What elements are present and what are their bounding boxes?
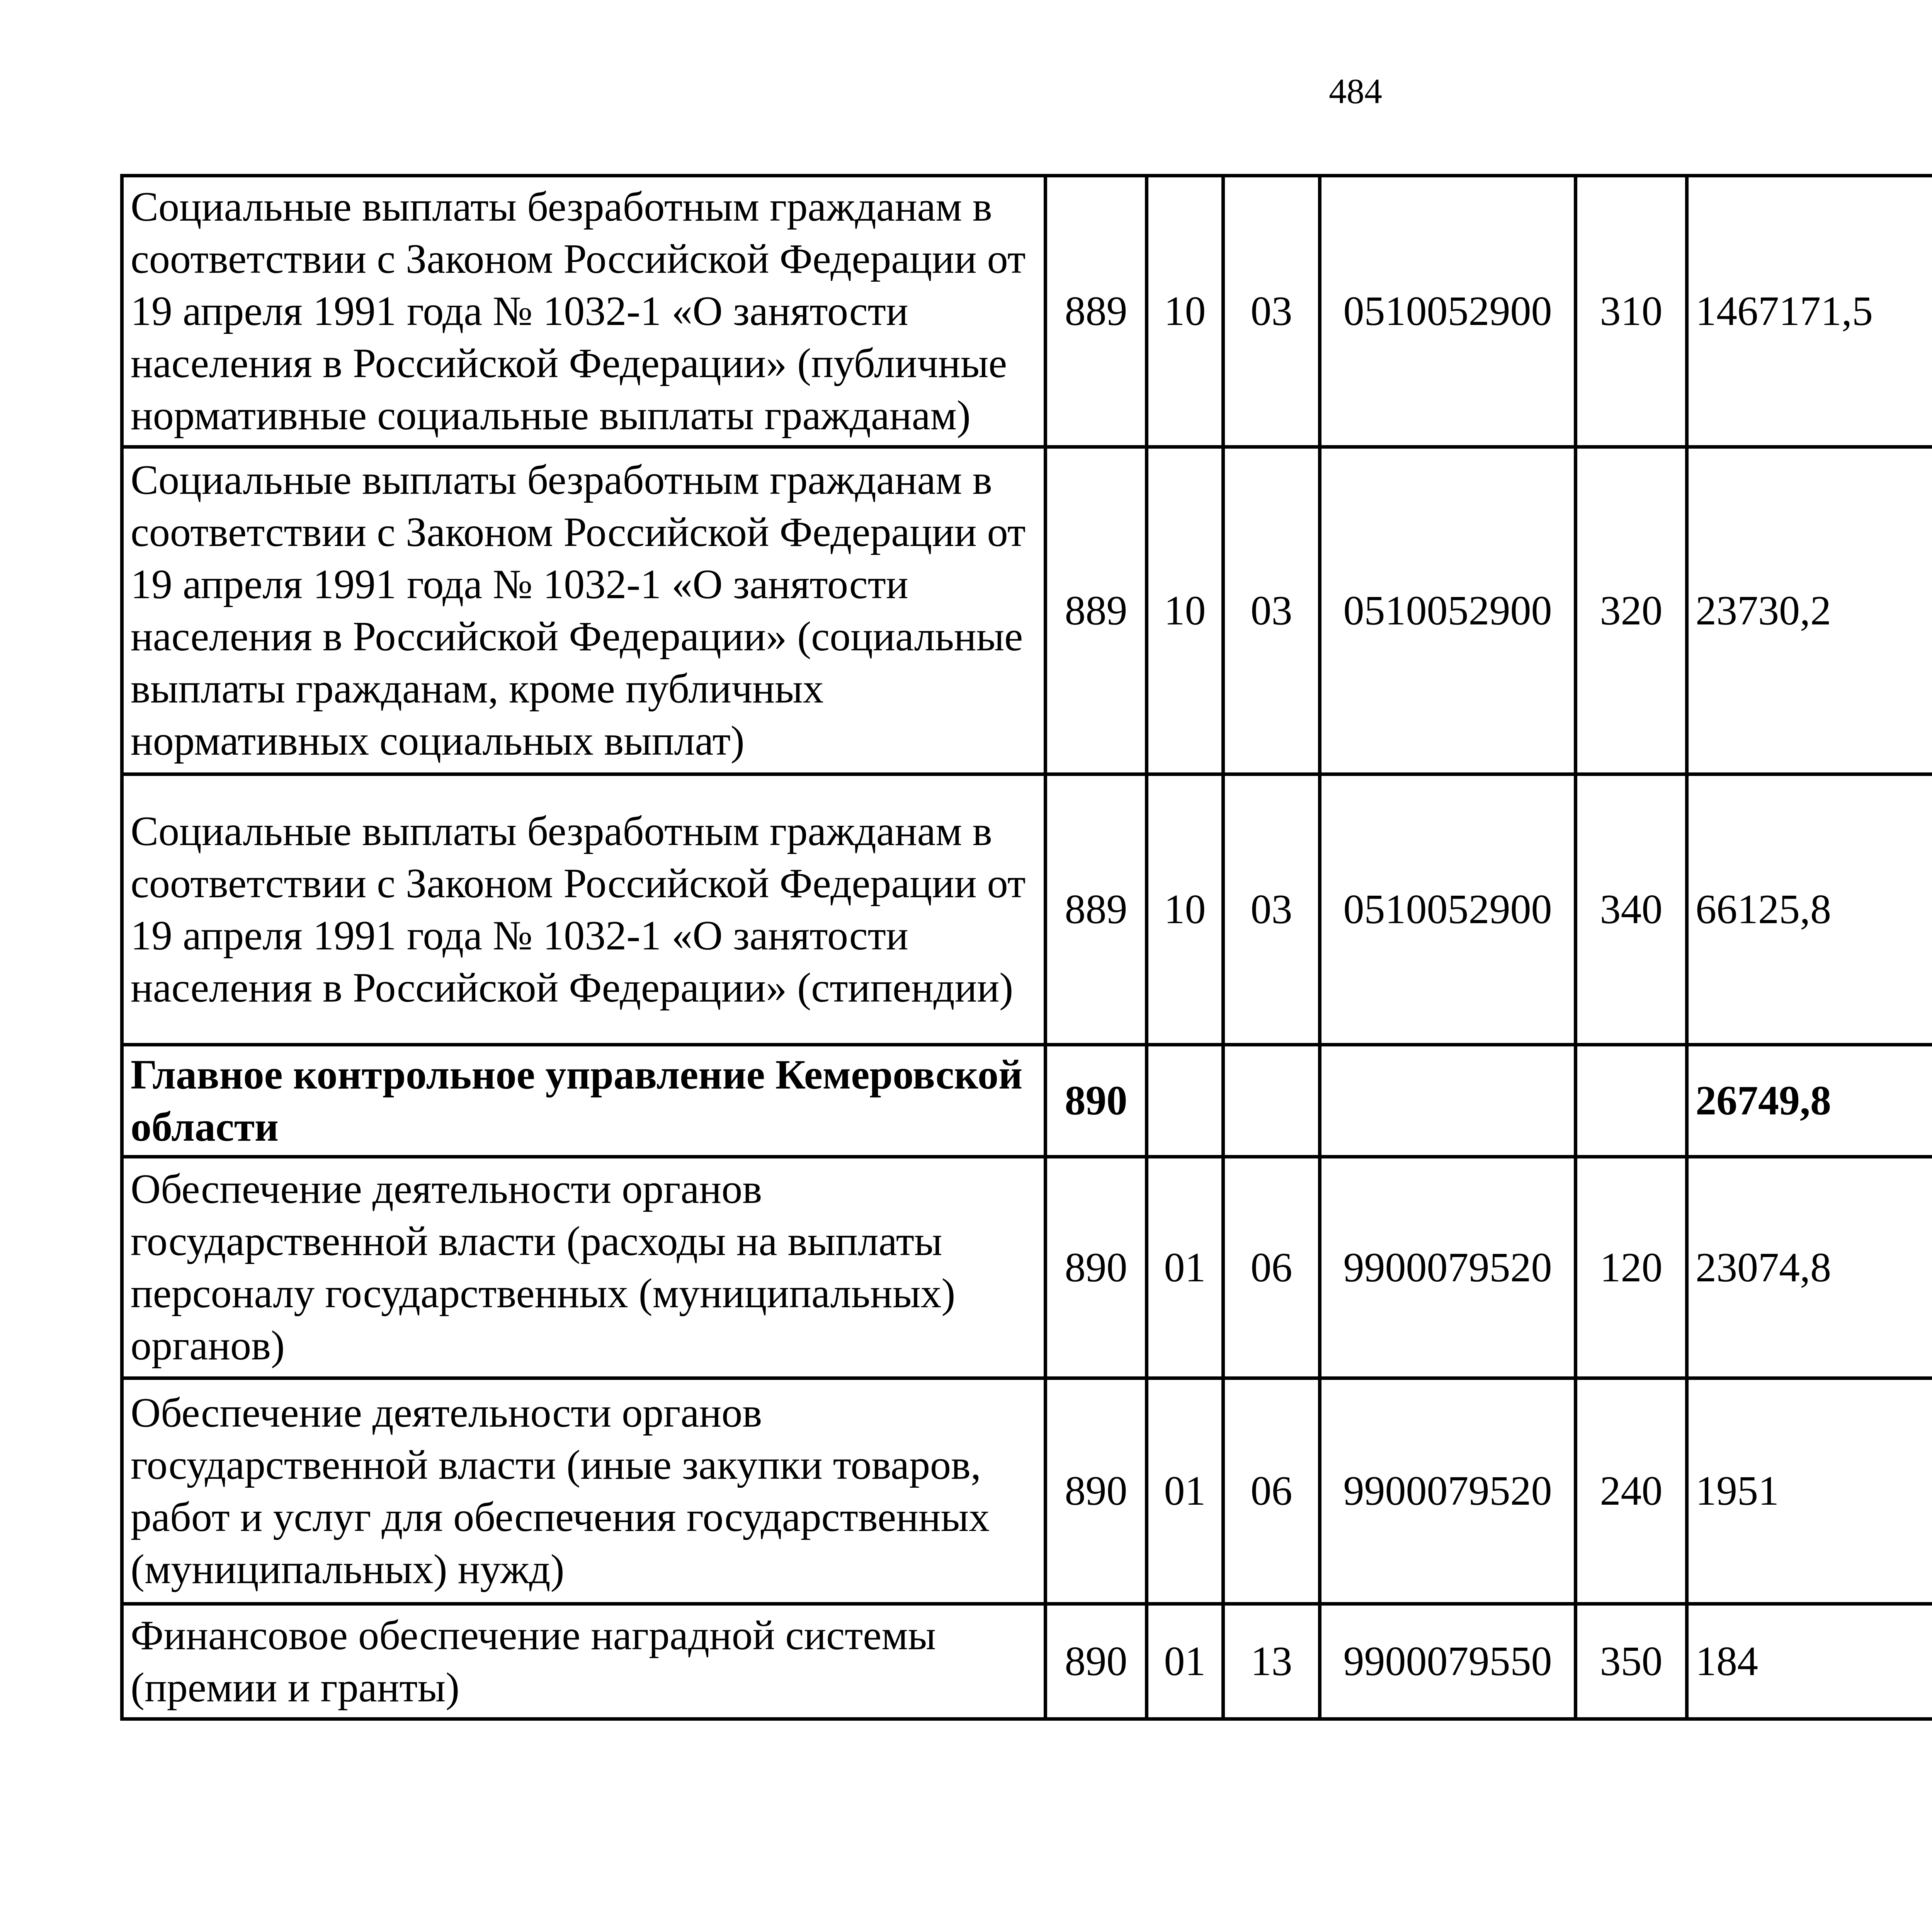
target-article-code: 0510052900 xyxy=(1320,447,1576,774)
target-article-code: 9900079520 xyxy=(1320,1157,1576,1378)
expense-type-code: 310 xyxy=(1576,176,1687,447)
expense-type-code: 350 xyxy=(1576,1604,1687,1719)
target-article-code: 9900079520 xyxy=(1320,1378,1576,1604)
subsection-code: 03 xyxy=(1223,176,1320,447)
section-code: 10 xyxy=(1147,447,1223,774)
row-description: Социальные выплаты безработным гражданам в соответствии с Законом Российской Федерации от 19 апреля 1991 года № 1032-1 «О занятости населения в Российской Федерации» (стипендии) xyxy=(122,774,1046,1045)
subsection-code: 06 xyxy=(1223,1378,1320,1604)
table-row xyxy=(122,1045,1932,1157)
table-row xyxy=(122,176,1932,447)
ministry-code: 889 xyxy=(1046,447,1147,774)
row-description: Социальные выплаты безработным гражданам в соответствии с Законом Российской Федерации от 19 апреля 1991 года № 1032-1 «О занятости населения в Российской Федерации» (социальные выплаты гражданам, кроме публичных нормативных социальных выплат) xyxy=(122,447,1046,774)
ministry-code: 890 xyxy=(1046,1378,1147,1604)
budget-table xyxy=(120,174,1932,1721)
subsection-code: 13 xyxy=(1223,1604,1320,1719)
subsection-code: 03 xyxy=(1223,447,1320,774)
expense-type-code: 240 xyxy=(1576,1378,1687,1604)
target-article-code xyxy=(1320,1045,1576,1157)
expense-type-code xyxy=(1576,1045,1687,1157)
ministry-code: 889 xyxy=(1046,176,1147,447)
row-description: Обеспечение деятельности органов государственной власти (расходы на выплаты персоналу государственных (муниципальных) органов) xyxy=(122,1157,1046,1378)
amount-cell-1: 23074,8 xyxy=(1687,1157,1932,1378)
page-number: 484 xyxy=(1329,71,1382,111)
target-article-code: 0510052900 xyxy=(1320,176,1576,447)
section-code: 01 xyxy=(1147,1157,1223,1378)
amount-cell-1: 66125,8 xyxy=(1687,774,1932,1045)
row-description: Социальные выплаты безработным гражданам в соответствии с Законом Российской Федерации от 19 апреля 1991 года № 1032-1 «О занятости населения в Российской Федерации» (публичные нормативные социальные выплаты гражданам) xyxy=(122,176,1046,447)
subsection-code: 06 xyxy=(1223,1157,1320,1378)
table-row xyxy=(122,1157,1932,1378)
amount-cell-1: 184 xyxy=(1687,1604,1932,1719)
section-code: 01 xyxy=(1147,1378,1223,1604)
table-row xyxy=(122,447,1932,774)
ministry-code: 890 xyxy=(1046,1045,1147,1157)
table-row xyxy=(122,1604,1932,1719)
row-description: Финансовое обеспечение наградной системы (премии и гранты) xyxy=(122,1604,1046,1719)
section-code: 10 xyxy=(1147,774,1223,1045)
table-row xyxy=(122,774,1932,1045)
target-article-code: 9900079550 xyxy=(1320,1604,1576,1719)
expense-type-code: 120 xyxy=(1576,1157,1687,1378)
amount-cell-1: 26749,8 xyxy=(1687,1045,1932,1157)
expense-type-code: 340 xyxy=(1576,774,1687,1045)
amount-cell-1: 23730,2 xyxy=(1687,447,1932,774)
ministry-code: 890 xyxy=(1046,1157,1147,1378)
subsection-code: 03 xyxy=(1223,774,1320,1045)
table-row xyxy=(122,1378,1932,1604)
subsection-code xyxy=(1223,1045,1320,1157)
section-code: 10 xyxy=(1147,176,1223,447)
row-description: Обеспечение деятельности органов государственной власти (иные закупки товаров, работ и услуг для обеспечения государственных (муниципальных) нужд) xyxy=(122,1378,1046,1604)
section-code: 01 xyxy=(1147,1604,1223,1719)
row-description: Главное контрольное управление Кемеровской области xyxy=(122,1045,1046,1157)
amount-cell-1: 1951 xyxy=(1687,1378,1932,1604)
section-code xyxy=(1147,1045,1223,1157)
amount-cell-1: 1467171,5 xyxy=(1687,176,1932,447)
ministry-code: 890 xyxy=(1046,1604,1147,1719)
target-article-code: 0510052900 xyxy=(1320,774,1576,1045)
expense-type-code: 320 xyxy=(1576,447,1687,774)
ministry-code: 889 xyxy=(1046,774,1147,1045)
